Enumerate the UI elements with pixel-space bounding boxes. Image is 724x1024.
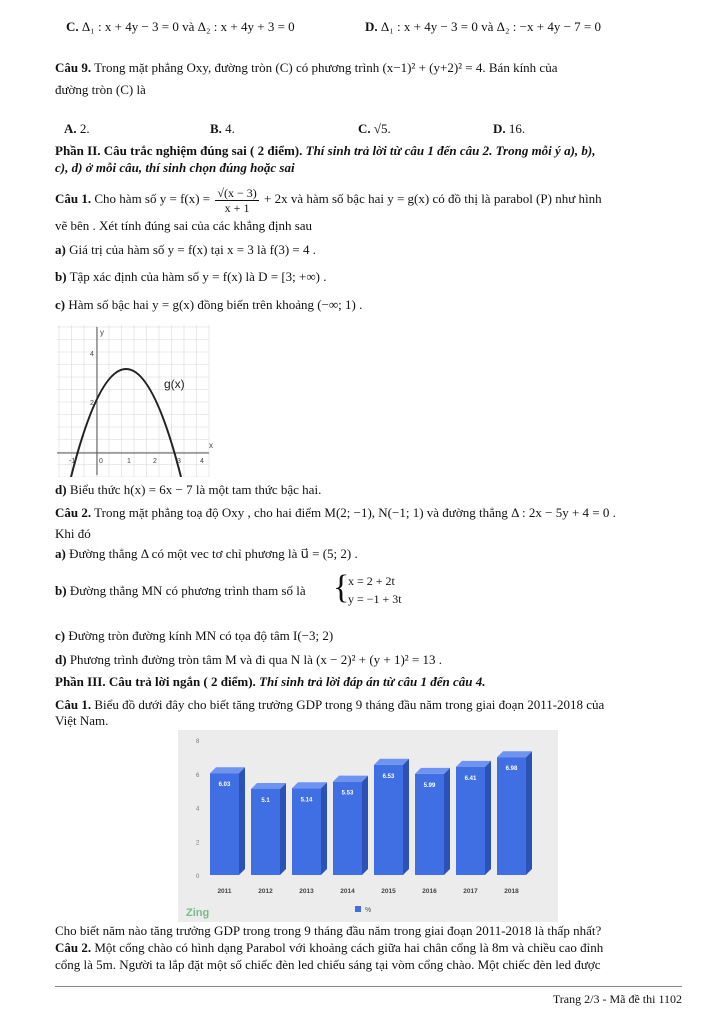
part-instructions: Thí sinh trả lời từ câu 1 đến câu 2. Trong mỗi ý a), b),	[305, 143, 596, 158]
question-text: Biểu đồ dưới đây cho biết tăng trưởng GDP trong 9 tháng đầu năm trong giai đoạn 2011-2018 của	[94, 697, 605, 712]
p3q2-line-1	[55, 940, 603, 956]
option-label: D.	[365, 19, 378, 34]
p2q2-line-2: Khi đó	[55, 526, 91, 541]
q9-option-d	[493, 121, 525, 137]
statement-text: Tập xác định của hàm số y = f(x) là D = [3; +∞) .	[69, 269, 327, 284]
bar-top	[374, 759, 409, 765]
bar-side	[239, 767, 245, 875]
question-text: Trong mặt phẳng Oxy, đường tròn (C) có phương trình (x−1)² + (y+2)² = 4. Bán kính của	[94, 60, 558, 75]
p2q2-line-1	[55, 505, 616, 521]
bar-value-label: 5.1	[261, 797, 270, 804]
legend-label: %	[365, 907, 372, 914]
p2q2-statement-a	[55, 546, 358, 562]
option-text: Δ₁ : x + 4y − 3 = 0 và Δ₂ : −x + 4y − 7 = 0	[380, 19, 601, 34]
page-footer: Trang 2/3 - Mã đề thi 1102	[552, 992, 682, 1006]
part-instructions: Thí sinh trả lời đáp án từ câu 1 đến câu 4.	[259, 674, 486, 689]
q8-option-c	[66, 19, 295, 35]
part-title: Phần III. Câu trả lời ngắn ( 2 điểm).	[55, 674, 256, 689]
statement-label: c)	[55, 297, 66, 312]
statement-label: d)	[55, 652, 67, 667]
x-tick-label: 2018	[504, 888, 519, 895]
x-tick-label: 3	[177, 458, 181, 465]
bar-value-label: 6.53	[382, 773, 395, 780]
p2q1-line-1	[55, 182, 602, 216]
q8-option-d	[365, 19, 601, 35]
bar-top	[251, 783, 286, 789]
p2q1-line-2: vẽ bên . Xét tính đúng sai của các khẳng định sau	[55, 218, 313, 233]
statement-text: Hàm số bậc hai y = g(x) đồng biến trên khoảng (−∞; 1) .	[68, 297, 363, 312]
footer-divider	[55, 986, 682, 987]
bar-top	[292, 782, 327, 788]
p3q1-line-2: Việt Nam.	[55, 713, 109, 728]
bar	[374, 765, 403, 875]
statement-text: Phương trình đường tròn tâm M và đi qua N là (x − 2)² + (y + 1)² = 13 .	[69, 652, 443, 667]
q9-line-2: đường tròn (C) là	[55, 82, 146, 97]
part2-instructions-2: c), d) ở mỗi câu, thí sinh chọn đúng hoặc sai	[55, 160, 295, 175]
option-label: A.	[64, 121, 77, 136]
question-label: Câu 2.	[55, 940, 92, 955]
y-axis-label: y	[100, 328, 104, 337]
fraction-numerator: √(x − 3)	[217, 185, 257, 200]
statement-text: Đường thẳng MN có phương trình tham số là	[69, 583, 306, 598]
statement-text: Đường tròn đường kính MN có tọa độ tâm I(−3; 2)	[68, 628, 334, 643]
bar-top	[456, 761, 491, 767]
fraction-denominator: x + 1	[224, 200, 250, 215]
option-value: 4.	[225, 121, 235, 136]
p2q1-statement-c	[55, 297, 362, 313]
p2q2-statement-d	[55, 652, 442, 668]
part-title: Phần II. Câu trắc nghiệm đúng sai ( 2 điểm).	[55, 143, 303, 158]
bar-side	[280, 783, 286, 875]
x-tick-label: 2015	[381, 888, 396, 895]
statement-text: Biểu thức h(x) = 6x − 7 là một tam thức bậc hai.	[69, 482, 322, 497]
y-tick-label: 8	[196, 739, 200, 745]
question-label: Câu 1.	[55, 697, 92, 712]
bar-side	[444, 768, 450, 875]
bar-top	[415, 768, 450, 774]
bar-side	[485, 761, 491, 875]
bar-value-label: 5.99	[423, 782, 436, 789]
parametric-system	[348, 572, 402, 608]
p2q1-statement-a	[55, 242, 316, 258]
option-label: C.	[358, 121, 371, 136]
q9-option-a	[64, 121, 90, 137]
p2q2-statement-b	[55, 583, 306, 599]
question-text: Trong mặt phẳng toạ độ Oxy , cho hai điểm M(2; −1), N(−1; 1) và đường thẳng Δ : 2x − 5y + 4 = 0 .	[94, 505, 616, 520]
x-axis-label: x	[209, 441, 213, 450]
x-tick-label: 0	[99, 458, 103, 465]
y-tick-label: 6	[196, 772, 200, 779]
curve-label: g(x)	[164, 377, 185, 391]
p2q2-statement-c	[55, 628, 333, 644]
option-value: √5.	[373, 121, 391, 136]
graph-grid	[57, 325, 209, 477]
x-tick-label: 4	[200, 458, 204, 465]
statement-label: c)	[55, 628, 66, 643]
y-tick-label: 2	[90, 400, 94, 407]
bar-value-label: 5.53	[341, 790, 354, 797]
bar-value-label: 6.03	[218, 782, 231, 789]
question-label: Câu 9.	[55, 60, 92, 75]
option-value: 16.	[508, 121, 526, 136]
fraction	[215, 186, 258, 215]
statement-label: d)	[55, 482, 67, 497]
p3q2-line-2: cổng là 5m. Người ta lắp đặt một số chiếc đèn led chiếu sáng tại vòm cổng chào. Một chiếc đèn led được	[55, 957, 601, 972]
bar-top	[210, 767, 245, 773]
bar-side	[403, 759, 409, 875]
part3-heading	[55, 674, 485, 690]
bar-value-label: 6.98	[505, 766, 518, 773]
part2-heading	[55, 143, 595, 159]
bar-value-label: 6.41	[464, 775, 477, 782]
gdp-bar-chart	[178, 730, 558, 922]
question-label: Câu 2.	[55, 505, 92, 520]
statement-text: Giá trị của hàm số y = f(x) tại x = 3 là f(3) = 4 .	[69, 242, 316, 257]
bar	[415, 774, 444, 875]
system-brace: {	[333, 569, 350, 606]
question-label: Câu 1.	[55, 191, 92, 206]
legend-swatch	[355, 906, 361, 912]
bar	[210, 773, 239, 875]
question-lead: Cho hàm số y = f(x) =	[94, 191, 211, 206]
x-tick-label: 1	[127, 458, 131, 465]
option-text: Δ₁ : x + 4y − 3 = 0 và Δ₂ : x + 4y + 3 = 0	[81, 19, 295, 34]
system-equation-2: y = −1 + 3t	[348, 592, 402, 606]
x-tick-label: 2017	[463, 888, 478, 895]
option-label: C.	[66, 19, 79, 34]
bar	[497, 757, 526, 875]
bar-value-label: 5.14	[300, 797, 313, 804]
statement-label: b)	[55, 269, 67, 284]
statement-text: Đường thẳng Δ có một vec tơ chỉ phương là u⃗ = (5; 2) .	[69, 546, 358, 561]
option-label: B.	[210, 121, 222, 136]
y-tick-label: 4	[90, 351, 94, 358]
question-text: Một cổng chào có hình dạng Parabol với khoảng cách giữa hai chân cổng là 8m và chiều cao đỉnh	[94, 940, 604, 955]
x-tick-label: 2012	[258, 888, 273, 895]
y-tick-label: 0	[196, 874, 200, 880]
p3q1-line-1	[55, 697, 604, 713]
q9-option-c	[358, 121, 391, 137]
bar-side	[362, 776, 368, 875]
q9-line-1	[55, 60, 557, 76]
statement-label: b)	[55, 583, 67, 598]
statement-label: a)	[55, 546, 66, 561]
p2q1-statement-b	[55, 269, 326, 285]
question-tail: + 2x và hàm số bậc hai y = g(x) có đồ thị là parabol (P) như hình	[264, 191, 602, 206]
statement-label: a)	[55, 242, 66, 257]
y-tick-label: 4	[196, 806, 200, 813]
x-tick-label: 2014	[340, 888, 355, 895]
x-tick-label: 2011	[217, 888, 232, 895]
option-label: D.	[493, 121, 506, 136]
bar-top	[333, 776, 368, 782]
system-equation-1: x = 2 + 2t	[348, 574, 395, 588]
bar-top	[497, 751, 532, 757]
bar	[456, 767, 485, 875]
bar-side	[321, 782, 327, 875]
x-tick-label: -1	[69, 458, 76, 465]
parabola-graph	[57, 325, 215, 477]
y-tick-label: 2	[196, 840, 200, 847]
x-tick-label: 2016	[422, 888, 437, 895]
q9-option-b	[210, 121, 235, 137]
bar-side	[526, 751, 532, 875]
brand-logo-text: Zing	[186, 907, 210, 919]
p3q1-question: Cho biết năm nào tăng trưởng GDP trong trong 9 tháng đầu năm trong giai đoạn 2011-2018 là thấp nhất?	[55, 923, 602, 938]
p2q1-statement-d	[55, 482, 321, 498]
x-tick-label: 2	[153, 458, 157, 465]
x-tick-label: 2013	[299, 888, 314, 895]
option-value: 2.	[79, 121, 90, 136]
